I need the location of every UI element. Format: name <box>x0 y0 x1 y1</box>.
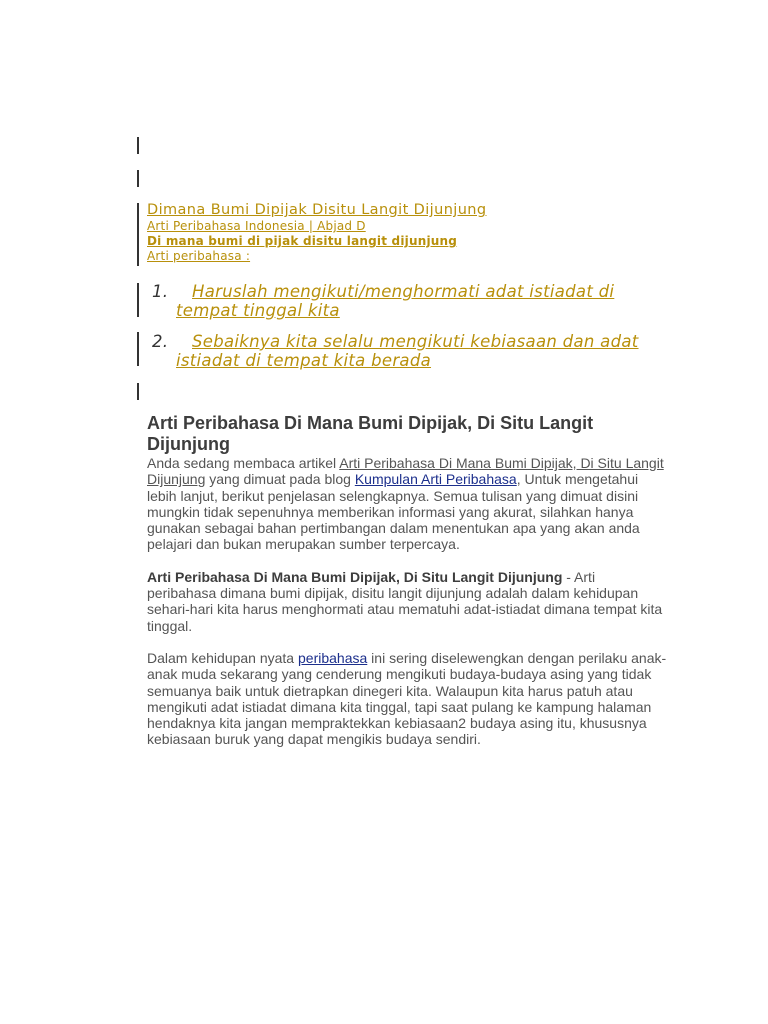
intro-text: , Untuk mengetahui lebih lanjut, berikut penjelasan selengkapnya. Semua tulisan yang dimuat disini mungkin tidak sepenuhnya memberikan informasi yang akurat, silahkan hanya gunakan sebagai bahan pertimbangan dalam menentukan apa yang akan anda pelajari dan bukan merupakan sumber terpercaya. <box>147 471 640 553</box>
article <box>147 413 667 764</box>
list-item-link-cont[interactable]: tempat tinggal kita <box>176 301 340 320</box>
margin-bar <box>137 283 139 317</box>
body-text: ini sering diselewengkan dengan perilaku anak-anak muda sekarang yang cenderung mengikuti budaya-budaya asing yang tidak semuanya baik untuk dietrapkan dinegeri kita. Walaupun kita harus patuh atau mengikuti adat istiadat dimana kita tinggal, tapi saat pulang ke kampung halaman hendaknya kita jangan mempraktekkan kebiasaan2 budaya asing itu, khususnya kebiasaan buruk yang dapat mengikis budaya sendiri. <box>147 649 667 748</box>
article-intro <box>147 455 667 553</box>
body-text: Dalam kehidupan nyata <box>147 649 298 666</box>
breadcrumb-link[interactable]: Arti Peribahasa Indonesia | Abjad D <box>147 219 366 233</box>
blog-link[interactable]: Kumpulan Arti Peribahasa <box>354 471 517 488</box>
margin-bar <box>137 137 139 154</box>
intro-text: Anda sedang membaca artikel <box>147 455 340 471</box>
list-item <box>152 282 672 320</box>
margin-bar <box>137 383 139 400</box>
margin-bar <box>137 332 139 366</box>
peribahasa-link[interactable]: peribahasa <box>298 649 368 666</box>
margin-bar <box>137 203 139 266</box>
header-block <box>147 201 707 264</box>
meaning-bold: Arti Peribahasa Di Mana Bumi Dipijak, Di Situ Langit Dijunjung <box>147 568 563 585</box>
article-body <box>147 650 667 748</box>
list-item-link[interactable]: Haruslah mengikuti/menghormati adat istiadat di <box>192 282 615 301</box>
article-meaning <box>147 569 667 634</box>
list-number: 1. <box>152 282 169 301</box>
list-item-link[interactable]: Sebaiknya kita selalu mengikuti kebiasaan dan adat <box>192 332 639 351</box>
intro-text: yang dimuat pada blog <box>205 471 355 488</box>
article-title: Arti Peribahasa Di Mana Bumi Dipijak, Di Situ Langit Dijunjung <box>147 413 594 454</box>
list-item-link-cont[interactable]: istiadat di tempat kita berada <box>176 351 432 370</box>
post-title-link[interactable]: Dimana Bumi Dipijak Disitu Langit Dijunjung <box>147 202 487 218</box>
meaning-label: Arti peribahasa : <box>147 249 251 263</box>
article-link[interactable]: Arti Peribahasa Di Mana Bumi Dipijak, Di Situ Langit Dijunjung <box>147 455 664 488</box>
meaning-text: - Arti peribahasa dimana bumi dipijak, disitu langit dijunjung adalah dalam kehidupan sehari-hari kita harus menghormati atau mematuhi adat-istiadat dimana tempat kita tinggal. <box>147 568 663 634</box>
proverb-link[interactable]: Di mana bumi di pijak disitu langit dijunjung <box>147 234 458 248</box>
list-item <box>152 332 672 370</box>
margin-bar <box>137 170 139 187</box>
list-number: 2. <box>152 332 169 351</box>
